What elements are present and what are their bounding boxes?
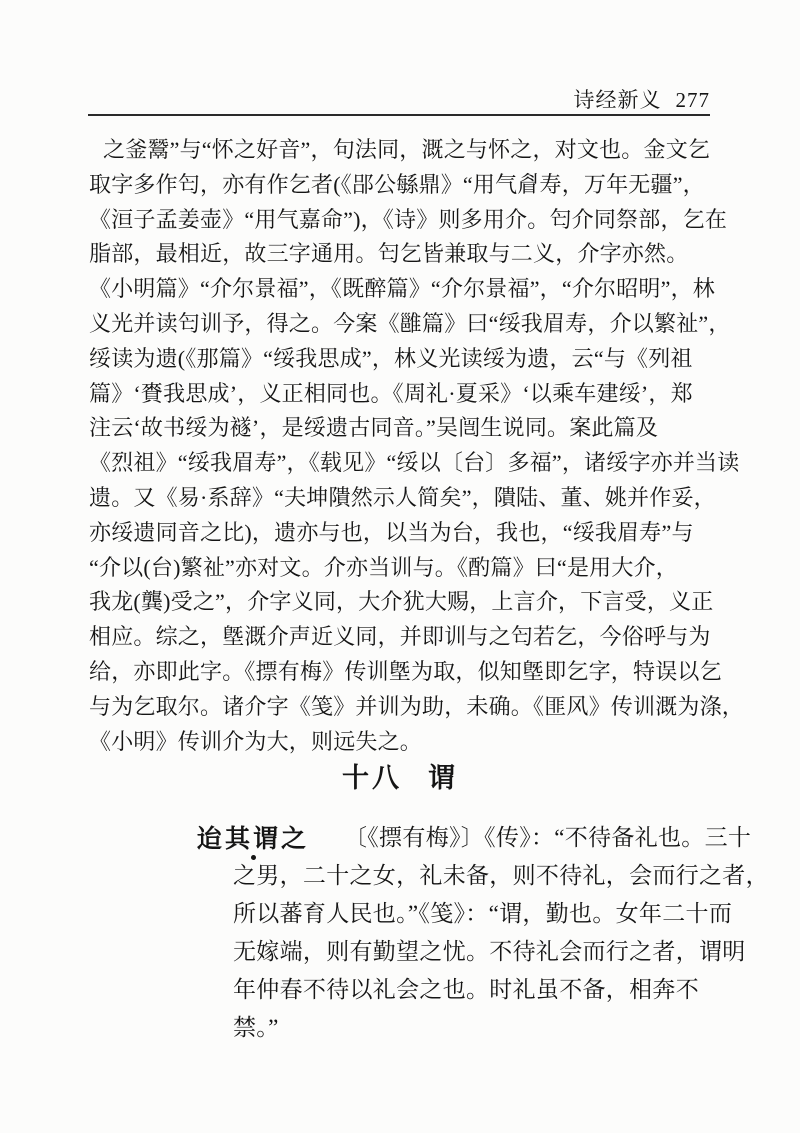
entry-line: 之男，二十之女，礼未备，则不待礼，会而行之者，: [233, 863, 769, 888]
body-line: 注云‘故书绥为襚’，是绥遗古同音。”吴闿生说同。案此篇及: [89, 415, 659, 441]
section-number: 十八: [342, 763, 402, 793]
entry-line: 〔《摽有梅》〕《传》：“不待备礼也。三十: [344, 825, 752, 850]
body-line: 与为乞取尔。诸介字《笺》并训为助，未确。《匪风》传训溉为涤，: [89, 693, 745, 719]
body-line: “介以(台)繁祉”亦对文。介亦当训与。《酌篇》曰“是用大介，: [89, 554, 678, 580]
book-title: 诗经新义: [573, 88, 662, 112]
body-line: 遗。又《易·系辞》“夫坤隤然示人简矣”，隤陆、董、姚并作妥，: [89, 484, 716, 510]
header-divider: [88, 114, 710, 116]
body-line: 篇》‘賚我思成’，义正相同也。《周礼·夏采》‘以乘车建绥’，郑: [89, 380, 693, 406]
section-heading: [0, 756, 800, 795]
body-line: 《烈祖》“绥我眉寿”，《载见》“绥以〔台〕多福”，诸绥字亦并当读: [89, 450, 740, 476]
body-line: 之釜鬵”与“怀之好音”，句法同，溉之与怀之，对文也。金文乞: [103, 137, 711, 162]
entry-commentary: [233, 819, 769, 1047]
body-line: 我龙(龔)受之”，介字义同，大介犹大赐，上言介，下言受，义正: [89, 589, 714, 615]
body-line: 义光并读匄训予，得之。今案《雝篇》曰“绥我眉寿，介以繁祉”，: [89, 310, 731, 336]
page-number: 277: [675, 88, 710, 112]
body-line: 《小明篇》“介尔景福”，《既醉篇》“介尔景福”，“介尔昭明”，林: [89, 276, 715, 302]
body-line: 亦绥遗同音之比)，遗亦与也，以当为台，我也，“绥我眉寿”与: [89, 519, 694, 545]
body-line: 绥读为遗(《那篇》“绥我思成”，林义光读绥为遗，云“与《列祖: [89, 345, 693, 371]
body-line: 给，亦即此字。《摽有梅》传训墍为取，似知墍即乞字，特误以乞: [89, 658, 722, 684]
section-title: 谓: [428, 763, 458, 793]
body-line: 取字多作匄，亦有作乞者(《郘公緐鼎》“用气睂寿，万年无疆”，: [89, 171, 705, 197]
entry-line: 无嫁端，则有勤望之忧。不待礼会而行之者，谓明: [233, 939, 746, 964]
body-line: 《小明》传训介为大，则远失之。: [89, 728, 423, 754]
body-paragraph: [89, 133, 745, 759]
body-line: 相应。综之，墍溉介声近义同，并即训与之匄若乞，今俗呼与为: [89, 624, 711, 650]
body-line: 脂部，最相近，故三字通用。匄乞皆兼取与二义，介字亦然。: [89, 241, 689, 267]
entry-line: 禁。”: [233, 1015, 279, 1040]
running-head: [88, 84, 710, 114]
entry-term: 迨其谓之: [197, 826, 310, 853]
entry-line: 所以蕃育人民也。”《笺》：“谓，勤也。女年二十而: [233, 901, 733, 926]
entry-line: 年仲春不待以礼会之也。时礼虽不备，相奔不: [233, 977, 699, 1002]
body-line: 《洹子孟姜壶》“用气嘉命”)，《诗》则多用介。匄介同祭部，乞在: [89, 206, 728, 232]
